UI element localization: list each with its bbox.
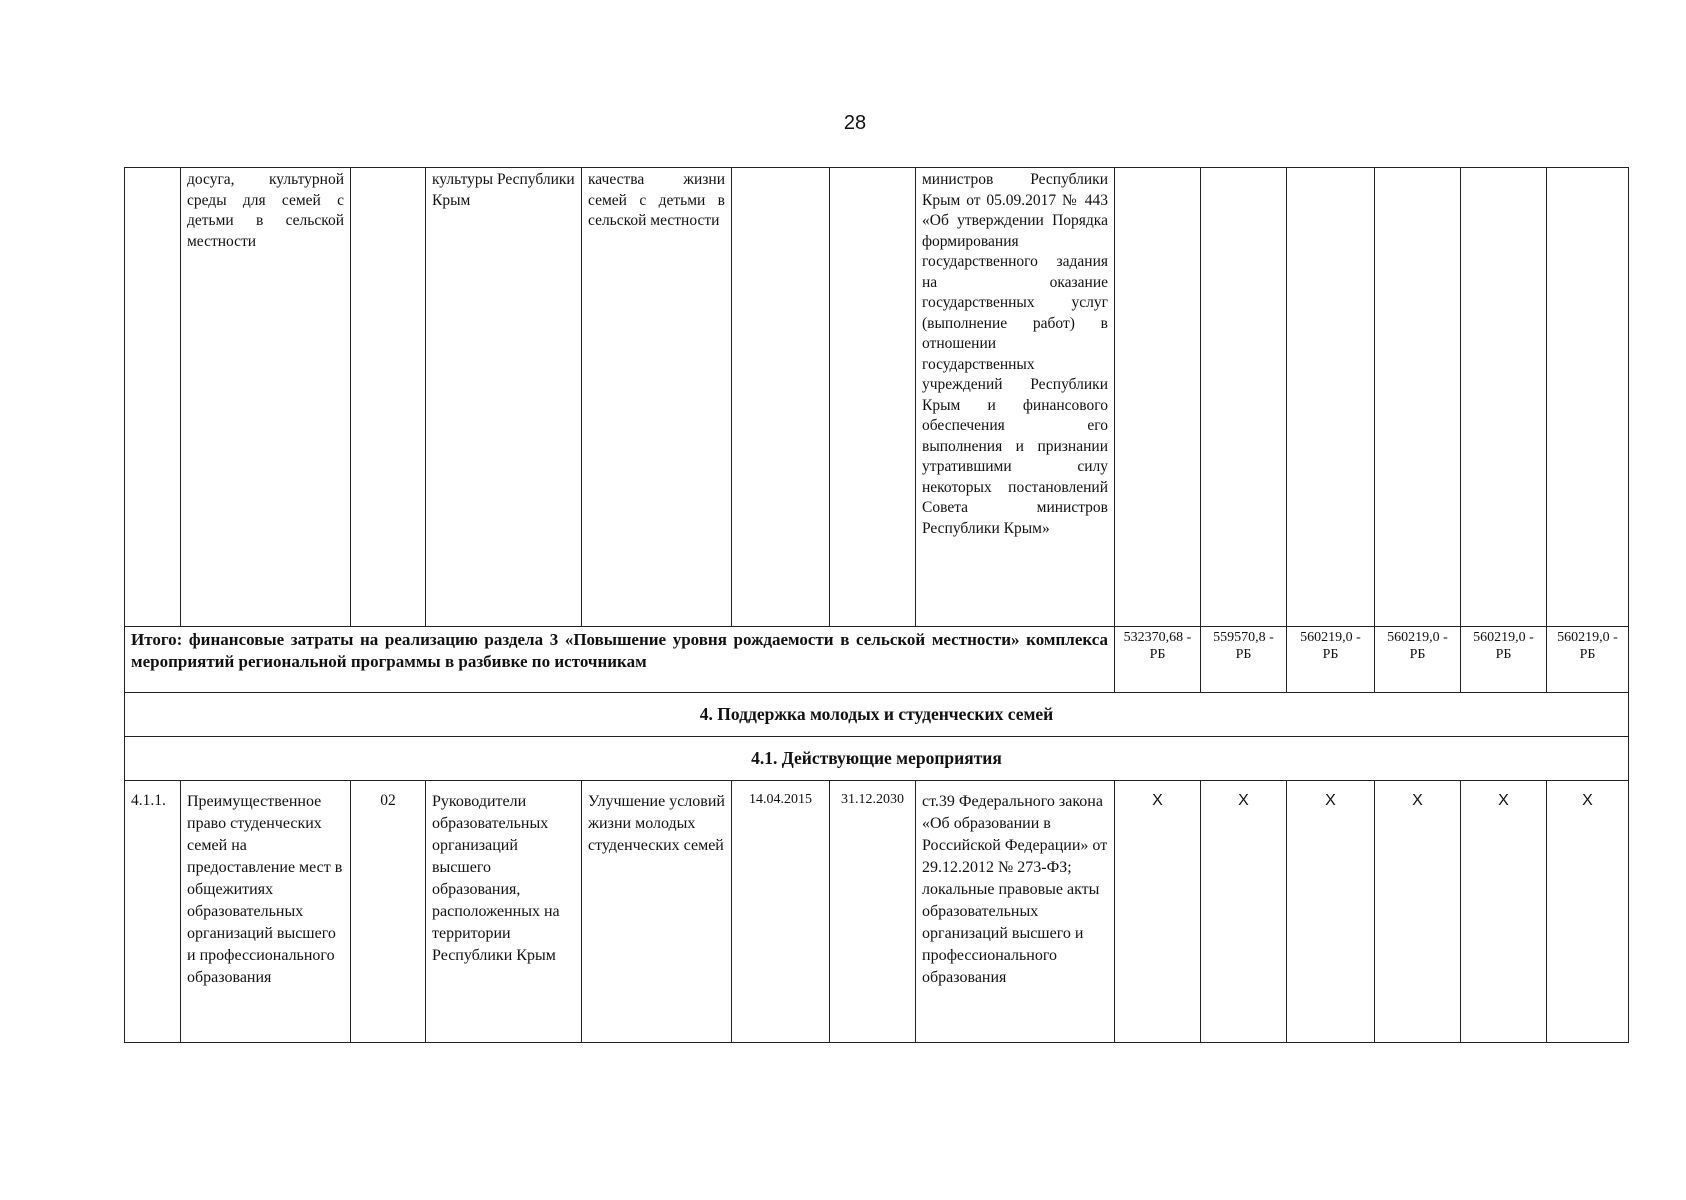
cell-value: [1201, 168, 1287, 627]
subsection-heading: 4.1. Действующие мероприятия: [125, 737, 1629, 781]
measure-start-date: 14.04.2015: [732, 781, 830, 1043]
measure-value: Х: [1201, 781, 1287, 1043]
measure-name: Преимущественное право студенческих семей на предоставление мест в общежитиях образовательных организаций высшего и профессионального образования: [181, 781, 351, 1043]
cell-value: [1547, 168, 1629, 627]
cell-value: [1115, 168, 1201, 627]
measure-executors: Руководители образовательных организаций высшего образования, расположенных на территории Республики Крым: [426, 781, 582, 1043]
cell-number: [125, 168, 181, 627]
cell-end-date: [830, 168, 916, 627]
total-value: 560219,0 - РБ: [1287, 627, 1375, 693]
total-value: 560219,0 - РБ: [1375, 627, 1461, 693]
measure-value: Х: [1375, 781, 1461, 1043]
page-number: 28: [843, 112, 867, 134]
cell-value: [1287, 168, 1375, 627]
cell-value: [1375, 168, 1461, 627]
total-value: 559570,8 - РБ: [1201, 627, 1287, 693]
total-row: [125, 627, 1629, 693]
subsection-heading-row: [125, 737, 1629, 781]
program-table: [124, 167, 1629, 1043]
section-heading-row: [125, 693, 1629, 737]
measure-result: Улучшение условий жизни молодых студенческих семей: [582, 781, 732, 1043]
total-value: 560219,0 - РБ: [1461, 627, 1547, 693]
measure-end-date: 31.12.2030: [830, 781, 916, 1043]
total-value: 560219,0 - РБ: [1547, 627, 1629, 693]
measure-value: Х: [1461, 781, 1547, 1043]
cell-executors: культуры Республики Крым: [426, 168, 582, 627]
total-label: Итого: финансовые затраты на реализацию раздела 3 «Повышение уровня рождаемости в сельской местности» комплекса мероприятий региональной программы в разбивке по источникам: [125, 627, 1115, 693]
measure-value: Х: [1547, 781, 1629, 1043]
total-value: 532370,68 - РБ: [1115, 627, 1201, 693]
continuation-row: [125, 168, 1629, 627]
measure-code: 02: [351, 781, 426, 1043]
measure-number: 4.1.1.: [125, 781, 181, 1043]
measure-value: Х: [1287, 781, 1375, 1043]
measure-legal-basis: ст.39 Федерального закона «Об образовании в Российской Федерации» от 29.12.2012 № 273-ФЗ; локальные правовые акты образовательных организаций высшего и профессионального образования: [916, 781, 1115, 1043]
cell-start-date: [732, 168, 830, 627]
measure-row: [125, 781, 1629, 1043]
section-heading: 4. Поддержка молодых и студенческих семей: [125, 693, 1629, 737]
measure-value: Х: [1115, 781, 1201, 1043]
cell-legal-basis: министров Республики Крым от 05.09.2017 № 443 «Об утверждении Порядка формирования государственного задания на оказание государственных услуг (выполнение работ) в отношении государственных учреждений Республики Крым и финансового обеспечения его выполнения и признании утратившими силу некоторых постановлений Совета министров Республики Крым»: [916, 168, 1115, 627]
cell-measure-name: досуга, культурной среды для семей с детьми в сельской местности: [181, 168, 351, 627]
cell-result: качества жизни семей с детьми в сельской местности: [582, 168, 732, 627]
cell-code: [351, 168, 426, 627]
cell-value: [1461, 168, 1547, 627]
